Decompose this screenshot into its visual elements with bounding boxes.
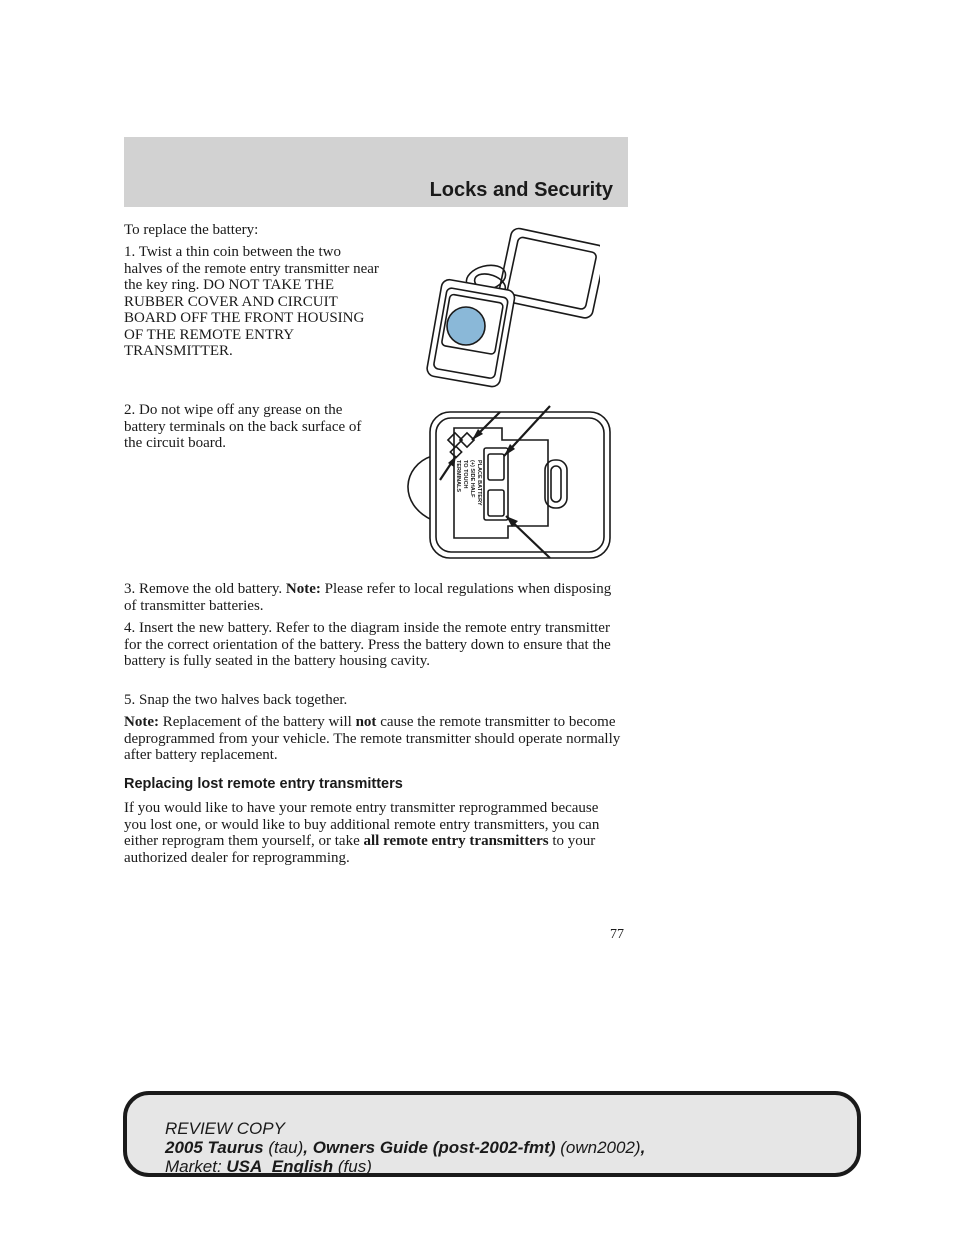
battery-label-line-3: TO TOUCH bbox=[462, 460, 468, 489]
review-footer bbox=[123, 1091, 861, 1177]
step-5-text: 5. Snap the two halves back together. bbox=[124, 692, 348, 708]
step-1-text: 1. Twist a thin coin between the two halves of the remote entry transmitter near the key ring. DO NOT TAKE THE RUBBER COVER AND CIRCUIT BOARD OFF THE FRONT HOUSING OF THE REMOTE ENTRY TRANSMITTER. bbox=[124, 244, 379, 359]
transmitter-open-figure bbox=[420, 222, 600, 388]
section-header bbox=[124, 137, 628, 207]
battery-label-line-2: (+) SIDE HALF bbox=[469, 460, 475, 498]
step-4-text: 4. Insert the new battery. Refer to the diagram inside the remote entry transmitter for the correct orientation of the battery. Press the battery down to ensure that the battery is fully seated in the battery housing cavity. bbox=[124, 620, 611, 669]
intro-text: To replace the battery: bbox=[124, 222, 259, 238]
footer-market-line: Market: USA_English (fus) bbox=[165, 1157, 372, 1176]
footer-text bbox=[165, 1119, 645, 1176]
circuit-board-figure bbox=[402, 404, 616, 564]
lost-transmitters-text: If you would like to have your remote entry transmitter reprogrammed because you lost one, or would like to buy additional remote entry transmitters, you can either reprogram them yourself, or take all remote entry transmitters to your authorized dealer for reprogramming. bbox=[124, 800, 600, 866]
footer-model-line: 2005 Taurus (tau), Owners Guide (post-2002-fmt) (own2002), bbox=[165, 1138, 646, 1157]
step-2-text: 2. Do not wipe off any grease on the battery terminals on the back surface of the circuit board. bbox=[124, 402, 362, 451]
step-3-text: 3. Remove the old battery. Note: Please refer to local regulations when disposing of transmitter batteries. bbox=[124, 581, 612, 614]
section-title: Locks and Security bbox=[429, 179, 613, 201]
battery-label-line-1: PLACE BATTERY bbox=[476, 460, 482, 506]
footer-review-line: REVIEW COPY bbox=[165, 1119, 285, 1138]
note-text: Note: Replacement of the battery will not cause the remote transmitter to become deprogrammed from your vehicle. The remote transmitter should operate normally after battery replacement. bbox=[124, 714, 621, 763]
lost-transmitters-heading: Replacing lost remote entry transmitters bbox=[124, 776, 403, 792]
battery-icon bbox=[447, 307, 485, 345]
page-number: 77 bbox=[610, 927, 624, 942]
battery-label-line-4: TERMINALS bbox=[455, 460, 461, 493]
